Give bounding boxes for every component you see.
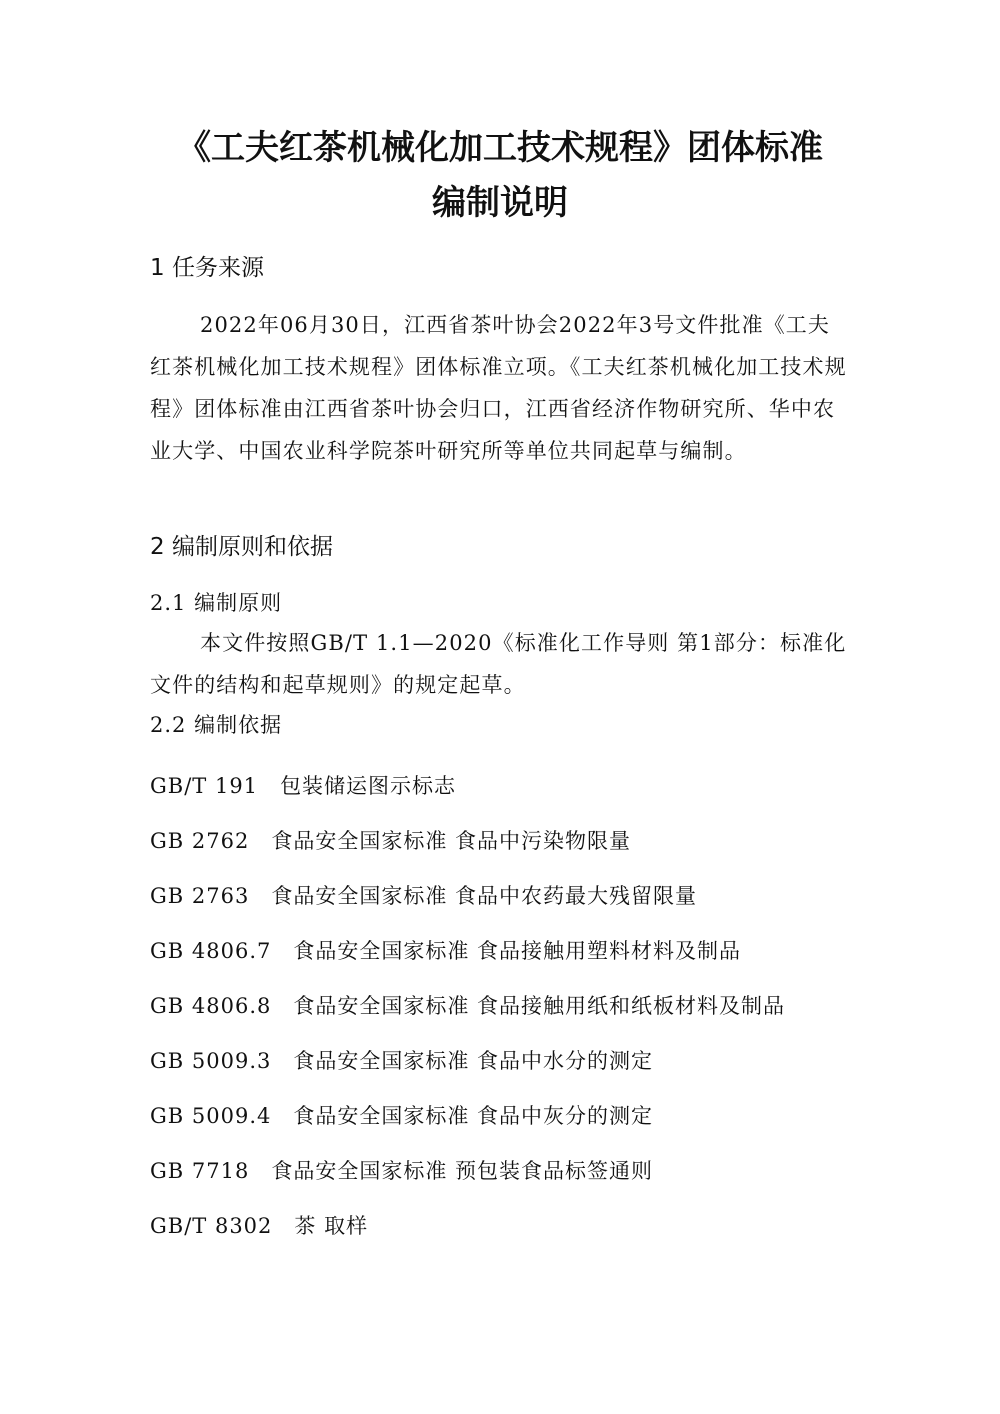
reference-code: GB/T 191 xyxy=(150,774,259,798)
section-heading-task-source: 1 任务来源 xyxy=(150,255,264,281)
reference-name: 食品安全国家标准 食品中农药最大残留限量 xyxy=(271,884,698,908)
reference-item xyxy=(150,985,852,1040)
reference-item xyxy=(150,875,852,930)
reference-item xyxy=(150,1040,852,1095)
section-paragraph-task-source: 2022年06月30日，江西省茶叶协会2022年3号文件批准《工夫红茶机械化加工技术规程》团体标准立项。《工夫红茶机械化加工技术规程》团体标准由江西省茶叶协会归口，江西省经济作物研究所、华中农业大学、中国农业科学院茶叶研究所等单位共同起草与编制。 xyxy=(150,313,847,463)
reference-code: GB 2762 xyxy=(150,829,250,853)
reference-name: 包装储运图示标志 xyxy=(280,774,457,798)
reference-item xyxy=(150,765,852,820)
reference-code: GB/T 8302 xyxy=(150,1214,273,1238)
reference-name: 食品安全国家标准 食品接触用纸和纸板材料及制品 xyxy=(293,994,786,1018)
document-title: 《工夫红茶机械化加工技术规程》团体标准 xyxy=(177,128,823,168)
reference-list xyxy=(150,765,852,1260)
reference-code: GB 2763 xyxy=(150,884,250,908)
subsection-heading-basis: 2.2 编制依据 xyxy=(150,713,283,737)
reference-code: GB 5009.4 xyxy=(150,1104,272,1128)
reference-item xyxy=(150,1150,852,1205)
reference-name: 食品安全国家标准 食品中污染物限量 xyxy=(271,829,632,853)
reference-name: 茶 取样 xyxy=(294,1214,369,1238)
reference-name: 食品安全国家标准 食品中灰分的测定 xyxy=(293,1104,654,1128)
reference-code: GB 5009.3 xyxy=(150,1049,272,1073)
reference-code: GB 7718 xyxy=(150,1159,250,1183)
reference-name: 食品安全国家标准 预包装食品标签通则 xyxy=(271,1159,654,1183)
reference-item xyxy=(150,820,852,875)
subsection-paragraph-principles: 本文件按照GB/T 1.1—2020《标准化工作导则 第1部分：标准化文件的结构和起草规则》的规定起草。 xyxy=(150,631,847,697)
section-heading-principles: 2 编制原则和依据 xyxy=(150,534,333,560)
reference-item xyxy=(150,1205,852,1260)
reference-code: GB 4806.8 xyxy=(150,994,272,1018)
reference-name: 食品安全国家标准 食品接触用塑料材料及制品 xyxy=(293,939,742,963)
reference-code: GB 4806.7 xyxy=(150,939,272,963)
subsection-heading-principles: 2.1 编制原则 xyxy=(150,591,283,615)
document-subtitle: 编制说明 xyxy=(432,183,568,223)
reference-item xyxy=(150,930,852,985)
reference-name: 食品安全国家标准 食品中水分的测定 xyxy=(293,1049,654,1073)
reference-item xyxy=(150,1095,852,1150)
